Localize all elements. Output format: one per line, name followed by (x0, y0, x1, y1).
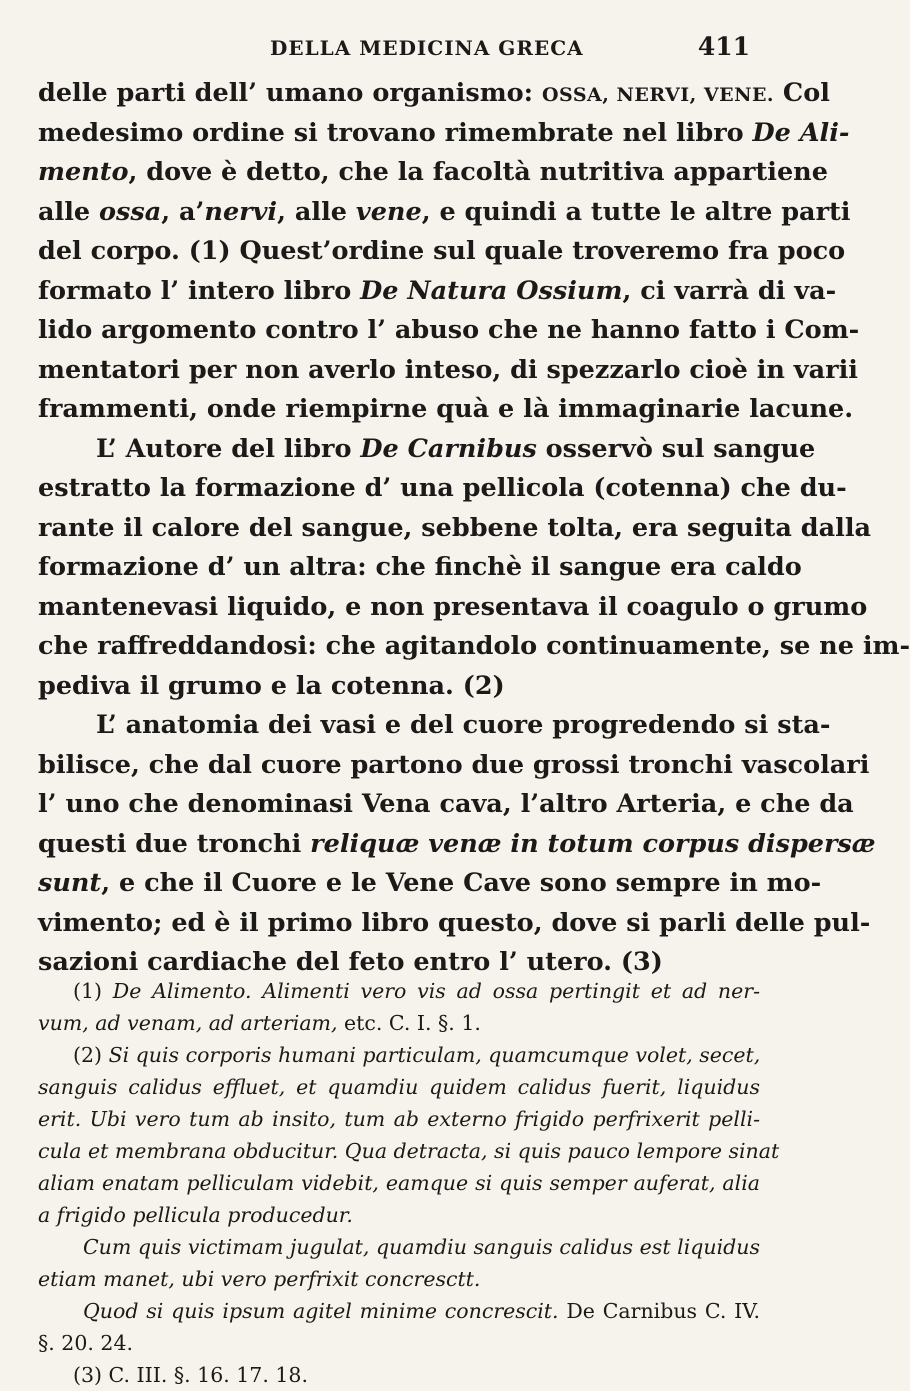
text-line: rante il calore del sangue, sebbene tolta, era seguita dalla (38, 512, 872, 543)
text-run: De Alimento. Alimenti vero vis ad ossa pertingit et ad ner- (112, 979, 760, 1003)
text-line (38, 193, 851, 233)
text-line: frammenti, onde riempirne quà e là immaginarie lacune. (38, 394, 854, 424)
text-run: Quod si quis ipsum agitel minime concrescit. (83, 1299, 559, 1323)
main-text (38, 74, 910, 983)
text-run: , alle (277, 196, 356, 227)
text-run: vum, ad venam, ad arteriam, (38, 1011, 338, 1035)
italic-run: sunt (38, 868, 102, 898)
text-line (38, 153, 828, 193)
text-line (38, 430, 816, 470)
text-line: formazione d’ un altra: che finchè il sangue era caldo (38, 552, 802, 582)
text-line (38, 825, 876, 865)
text-line: mantenevasi liquido, e non presentava il coagulo o grumo (38, 591, 868, 622)
text-run: formato l’ intero libro (38, 275, 361, 306)
italic-run: mento (38, 157, 129, 187)
footnote-line: §. 20. 24. (38, 1331, 134, 1355)
text-run: L’ Autore del libro (96, 433, 361, 464)
text-run: alle (38, 196, 99, 227)
text-run: questi due tronchi (38, 828, 311, 859)
footnote-line: a frigido pellicula producedur. (38, 1203, 353, 1227)
text-line: estratto la formazione d’ una pellicola (cotenna) che du- (38, 473, 847, 503)
footnote-line: etiam manet, ubi vero perfrixit concresctt. (38, 1267, 481, 1291)
footnote-marker: (2) (73, 1043, 109, 1067)
footnote-line: sanguis calidus effluet, et quamdiu quidem calidus fuerit, liquidus (38, 1075, 760, 1099)
page-header (0, 30, 800, 70)
text-line: sazioni cardiache del feto entro l’ utero. (3) (38, 947, 663, 977)
text-run: Si quis corporis humani particulam, quamcumque volet, secet, (108, 1043, 761, 1067)
italic-run: ossa (99, 196, 162, 227)
text-line: vimento; ed è il primo libro questo, dove si parli delle pul- (38, 907, 871, 938)
running-title: DELLA MEDICINA GRECA (270, 36, 584, 60)
small-caps-run: OSSA, NERVI, VENE. (541, 84, 775, 106)
footnote-line: Cum quis victimam jugulat, quamdiu sanguis calidus est liquidus (83, 1235, 760, 1259)
italic-run: reliquæ venæ in totum corpus dispersæ (310, 828, 876, 859)
page-number: 411 (697, 32, 750, 61)
footnote-line (38, 975, 760, 1007)
text-run: Col (774, 78, 830, 108)
italic-run: De Natura Ossium (360, 275, 623, 306)
text-line: L’ anatomia dei vasi e del cuore progredendo si sta- (96, 710, 831, 740)
text-line (38, 74, 830, 114)
text-line: che raffreddandosi: che agitandolo continuamente, se ne im- (38, 631, 910, 661)
footnote-line: cula et membrana obducitur. Qua detracta, si quis pauco lempore sinat (38, 1139, 780, 1163)
text-run: osservò sul sangue (536, 433, 816, 464)
text-line: bilisce, che dal cuore partono due grossi tronchi vascolari (38, 749, 870, 780)
text-run: De Carnibus C. IV. (558, 1299, 760, 1323)
text-run: etc. C. I. §. 1. (337, 1011, 481, 1035)
text-run: , e quindi a tutte le altre parti (421, 196, 851, 227)
text-line (38, 272, 837, 312)
footnote-line: aliam enatam pelliculam videbit, eamque si quis semper auferat, alia (38, 1171, 760, 1195)
footnote-line (38, 1007, 760, 1039)
italic-run: nervi (204, 196, 278, 227)
text-line (38, 114, 850, 154)
footnote-line (38, 1295, 760, 1327)
footnote-marker: (1) (73, 979, 113, 1003)
text-run: delle parti dell’ umano organismo: (38, 78, 542, 108)
footnote-line: (3) C. III. §. 16. 17. 18. (73, 1363, 308, 1387)
text-run: , dove è detto, che la facoltà nutritiva appartiene (128, 157, 828, 187)
italic-run: vene (355, 196, 422, 227)
text-line: l’ uno che denominasi Vena cava, l’altro Arteria, e che da (38, 789, 854, 819)
text-line: mentatori per non averlo inteso, di spezzarlo cioè in varii (38, 354, 858, 385)
text-line (38, 864, 822, 904)
text-run: , e che il Cuore e le Vene Cave sono sempre in mo- (101, 868, 822, 898)
text-run: medesimo ordine si trovano rimembrate nel libro (38, 117, 753, 148)
text-run: , a’ (161, 196, 205, 227)
italic-run: De Ali- (752, 117, 850, 148)
footnote-line: erit. Ubi vero tum ab insito, tum ab externo frigido perfrixerit pelli- (38, 1107, 760, 1131)
text-line: del corpo. (1) Quest’ordine sul quale troveremo fra poco (38, 236, 846, 266)
text-line: lido argomento contro l’ abuso che ne hanno fatto i Com- (38, 315, 860, 345)
text-line: pediva il grumo e la cotenna. (2) (38, 670, 505, 701)
footnote-line (38, 1039, 760, 1071)
text-run: , ci varrà di va- (622, 275, 837, 306)
italic-run: De Carnibus (360, 433, 537, 464)
footnotes (38, 975, 780, 1391)
